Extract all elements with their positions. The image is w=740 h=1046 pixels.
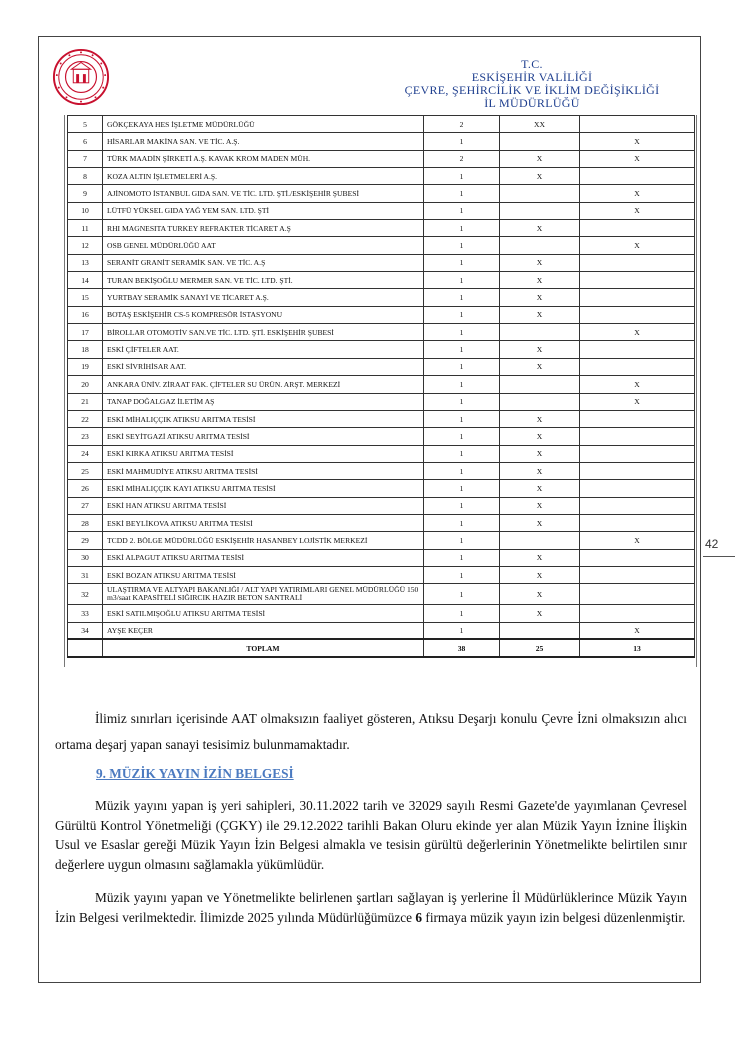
mark-column-1-cell: XX (500, 116, 580, 133)
row-number-cell: 29 (68, 532, 103, 549)
table-row (68, 428, 695, 445)
row-number-cell: 10 (68, 202, 103, 219)
row-number-cell: 32 (68, 584, 103, 605)
mark-column-1-cell: X (500, 584, 580, 605)
facility-name-cell: AYŞE KEÇER (103, 622, 424, 639)
table-row (68, 133, 695, 150)
mark-column-1-cell (500, 324, 580, 341)
count-cell: 1 (424, 584, 500, 605)
mark-column-2-cell: X (580, 150, 695, 167)
table-row (68, 306, 695, 323)
count-cell: 1 (424, 202, 500, 219)
mark-column-2-cell (580, 306, 695, 323)
table-row (68, 622, 695, 639)
mark-column-1-cell: X (500, 462, 580, 479)
header-line-1: T.C. (521, 57, 543, 71)
mark-column-1-cell (500, 202, 580, 219)
row-number-cell: 13 (68, 254, 103, 271)
count-cell: 1 (424, 497, 500, 514)
facility-name-cell: AJİNOMOTO İSTANBUL GIDA SAN. VE TİC. LTD. ŞTİ./ESKİŞEHİR ŞUBESİ (103, 185, 424, 202)
mark-column-2-cell (580, 410, 695, 427)
table-row (68, 514, 695, 531)
table-row (68, 549, 695, 566)
row-number-cell: 28 (68, 514, 103, 531)
mark-column-1-cell: X (500, 549, 580, 566)
row-number-cell: 16 (68, 306, 103, 323)
paragraph-no-discharge (55, 706, 687, 758)
facility-name-cell: ESKİ MİHALIÇÇIK ATIKSU ARITMA TESİSİ (103, 410, 424, 427)
mark-column-2-cell (580, 220, 695, 237)
count-cell: 1 (424, 185, 500, 202)
total-mark-2-cell: 13 (580, 639, 695, 656)
table-row (68, 168, 695, 185)
row-number-cell: 30 (68, 549, 103, 566)
table-row (68, 532, 695, 549)
facility-name-cell: OSB GENEL MÜDÜRLÜĞÜ AAT (103, 237, 424, 254)
page-number-divider (703, 556, 735, 557)
total-mark-1-cell: 25 (500, 639, 580, 656)
mark-column-2-cell (580, 341, 695, 358)
mark-column-2-cell (580, 272, 695, 289)
count-cell: 1 (424, 272, 500, 289)
mark-column-2-cell (580, 462, 695, 479)
count-cell: 1 (424, 622, 500, 639)
table-row (68, 445, 695, 462)
facility-name-cell: YURTBAY SERAMİK SANAYİ VE TİCARET A.Ş. (103, 289, 424, 306)
table-row (68, 462, 695, 479)
facility-name-cell: ESKİ MAHMUDİYE ATIKSU ARITMA TESİSİ (103, 462, 424, 479)
table-row (68, 220, 695, 237)
facility-name-cell: ESKİ SİVRİHİSAR AAT. (103, 358, 424, 375)
mark-column-2-cell (580, 480, 695, 497)
row-number-cell: 24 (68, 445, 103, 462)
mark-column-1-cell: X (500, 480, 580, 497)
mark-column-1-cell: X (500, 341, 580, 358)
mark-column-2-cell (580, 289, 695, 306)
mark-column-2-cell (580, 584, 695, 605)
row-number-cell: 18 (68, 341, 103, 358)
row-number-cell: 20 (68, 376, 103, 393)
mark-column-2-cell: X (580, 393, 695, 410)
count-cell: 1 (424, 254, 500, 271)
row-number-cell: 6 (68, 133, 103, 150)
count-cell: 1 (424, 514, 500, 531)
table-row (68, 185, 695, 202)
count-cell: 1 (424, 462, 500, 479)
facility-name-cell: ANKARA ÜNİV. ZİRAAT FAK. ÇİFTELER SU ÜRÜN. ARŞT. MERKEZİ (103, 376, 424, 393)
row-number-cell: 14 (68, 272, 103, 289)
mark-column-1-cell: X (500, 428, 580, 445)
facility-name-cell: TURAN BEKİŞOĞLU MERMER SAN. VE TİC. LTD. ŞTİ. (103, 272, 424, 289)
facility-name-cell: ESKİ MİHALIÇÇIK KAYI ATIKSU ARITMA TESİSİ (103, 480, 424, 497)
table-row (68, 376, 695, 393)
table-row (68, 584, 695, 605)
row-number-cell: 25 (68, 462, 103, 479)
facility-name-cell: ESKİ KIRKA ATIKSU ARITMA TESİSİ (103, 445, 424, 462)
count-cell: 1 (424, 220, 500, 237)
facility-name-cell: BİROLLAR OTOMOTİV SAN.VE TİC. LTD. ŞTİ. ESKİŞEHİR ŞUBESİ (103, 324, 424, 341)
row-number-cell: 7 (68, 150, 103, 167)
total-empty-cell (68, 639, 103, 656)
facility-name-cell: ESKİ SATILMIŞOĞLU ATIKSU ARITMA TESİSİ (103, 605, 424, 622)
table-total-row (68, 639, 695, 656)
mark-column-1-cell: X (500, 306, 580, 323)
mark-column-1-cell: X (500, 514, 580, 531)
facility-name-cell: BOTAŞ ESKİŞEHİR CS-5 KOMPRESÖR İSTASYONU (103, 306, 424, 323)
count-cell: 1 (424, 168, 500, 185)
row-number-cell: 33 (68, 605, 103, 622)
mark-column-2-cell: X (580, 202, 695, 219)
count-cell: 1 (424, 289, 500, 306)
mark-column-2-cell (580, 497, 695, 514)
count-cell: 1 (424, 549, 500, 566)
table-row (68, 254, 695, 271)
table-row (68, 497, 695, 514)
header-line-2: ESKİŞEHİR VALİLİĞİ (471, 70, 593, 84)
row-number-cell: 17 (68, 324, 103, 341)
mark-column-2-cell (580, 445, 695, 462)
mark-column-1-cell (500, 393, 580, 410)
count-cell: 1 (424, 306, 500, 323)
table-row (68, 237, 695, 254)
facility-name-cell: TANAP DOĞALGAZ İLETİM AŞ (103, 393, 424, 410)
mark-column-1-cell: X (500, 150, 580, 167)
row-number-cell: 26 (68, 480, 103, 497)
paragraph-3-text-after: firmaya müzik yayın izin belgesi düzenlenmiştir. (422, 909, 686, 925)
row-number-cell: 22 (68, 410, 103, 427)
facility-name-cell: ESKİ ALPAGUT ATIKSU ARITMA TESİSİ (103, 549, 424, 566)
table-row (68, 410, 695, 427)
table-row (68, 605, 695, 622)
facility-name-cell: ESKİ SEYİTGAZİ ATIKSU ARITMA TESİSİ (103, 428, 424, 445)
mark-column-2-cell (580, 116, 695, 133)
mark-column-2-cell (580, 428, 695, 445)
mark-column-1-cell: X (500, 289, 580, 306)
facility-name-cell: LÜTFÜ YÜKSEL GIDA YAĞ YEM SAN. LTD. ŞTİ (103, 202, 424, 219)
mark-column-1-cell: X (500, 566, 580, 583)
mark-column-1-cell: X (500, 254, 580, 271)
mark-column-2-cell (580, 358, 695, 375)
facility-name-cell: TCDD 2. BÖLGE MÜDÜRLÜĞÜ ESKİŞEHİR HASANBEY LOJİSTİK MERKEZİ (103, 532, 424, 549)
facility-name-cell: RHI MAGNESITA TURKEY REFRAKTER TİCARET A.Ş (103, 220, 424, 237)
mark-column-2-cell (580, 549, 695, 566)
count-cell: 1 (424, 428, 500, 445)
ministry-seal-icon (52, 48, 110, 106)
table-row (68, 289, 695, 306)
facility-name-cell: HİSARLAR MAKİNA SAN. VE TİC. A.Ş. (103, 133, 424, 150)
total-label-cell: TOPLAM (103, 639, 424, 656)
count-cell: 2 (424, 150, 500, 167)
count-cell: 1 (424, 532, 500, 549)
facility-name-cell: ULAŞTIRMA VE ALTYAPI BAKANLIĞI / ALT YAPI YATIRIMLARI GENEL MÜDÜRLÜĞÜ 150 m3/saat KAPASİTELİ SIĞIRCIK HAZIR BETON SANTRALİ (103, 584, 424, 605)
table-row (68, 341, 695, 358)
facility-name-cell: ESKİ HAN ATIKSU ARITMA TESİSİ (103, 497, 424, 514)
table-row (68, 202, 695, 219)
row-number-cell: 12 (68, 237, 103, 254)
mark-column-1-cell: X (500, 410, 580, 427)
section-heading: 9. MÜZİK YAYIN İZİN BELGESİ (96, 766, 294, 781)
mark-column-2-cell (580, 254, 695, 271)
paragraph-2-text: Müzik yayını yapan iş yeri sahipleri, 30.11.2022 tarih ve 32029 sayılı Resmi Gazete'de yayımlanan Çevresel Gürültü Kontrol Yönetmeliği (ÇGKY) ile 29.12.2022 tarihli Bakan Oluru ekinde yer alan Müzik Yayın İznine İlişkin Usul ve Esaslar gereği Müzik Yayın İzin Belgesi almakla ve tesisin gürültü değerlerinin Yönetmelikte belirtilen sınır değerlere uygun olmasını sağlamakla yükümlüdür. (55, 798, 687, 872)
row-number-cell: 11 (68, 220, 103, 237)
mark-column-1-cell: X (500, 445, 580, 462)
count-cell: 2 (424, 116, 500, 133)
mark-column-1-cell (500, 376, 580, 393)
facility-table-body (68, 116, 695, 657)
table-row (68, 566, 695, 583)
count-cell: 1 (424, 393, 500, 410)
mark-column-2-cell: X (580, 324, 695, 341)
header-line-4: İL MÜDÜRLÜĞÜ (484, 96, 580, 110)
mark-column-1-cell (500, 532, 580, 549)
count-cell: 1 (424, 324, 500, 341)
count-cell: 1 (424, 605, 500, 622)
mark-column-2-cell: X (580, 622, 695, 639)
paragraph-music-permit-issued (55, 888, 687, 927)
mark-column-2-cell: X (580, 376, 695, 393)
row-number-cell: 23 (68, 428, 103, 445)
facility-name-cell: KOZA ALTIN İŞLETMELERİ A.Ş. (103, 168, 424, 185)
mark-column-2-cell: X (580, 237, 695, 254)
row-number-cell: 31 (68, 566, 103, 583)
mark-column-1-cell: X (500, 168, 580, 185)
table-row (68, 358, 695, 375)
count-cell: 1 (424, 566, 500, 583)
mark-column-1-cell: X (500, 497, 580, 514)
facility-name-cell: SERANİT GRANİT SERAMİK SAN. VE TİC. A.Ş (103, 254, 424, 271)
row-number-cell: 5 (68, 116, 103, 133)
table-row (68, 272, 695, 289)
count-cell: 1 (424, 133, 500, 150)
mark-column-1-cell: X (500, 272, 580, 289)
count-cell: 1 (424, 341, 500, 358)
count-cell: 1 (424, 410, 500, 427)
count-cell: 1 (424, 480, 500, 497)
paragraph-music-permit-obligation (55, 796, 687, 874)
mark-column-2-cell: X (580, 532, 695, 549)
header-line-3: ÇEVRE, ŞEHİRCİLİK VE İKLİM DEĞİŞİKLİĞİ (404, 83, 660, 97)
page-number: 42 (705, 537, 719, 551)
row-number-cell: 8 (68, 168, 103, 185)
mark-column-2-cell (580, 168, 695, 185)
table-row (68, 393, 695, 410)
facility-table (67, 115, 695, 658)
row-number-cell: 34 (68, 622, 103, 639)
mark-column-1-cell (500, 237, 580, 254)
facility-name-cell: ESKİ ÇİFTELER AAT. (103, 341, 424, 358)
paragraph-3-text-before: Müzik yayını yapan ve Yönetmelikte belirlenen şartları sağlayan iş yerlerine İl Müdürlüklerince Müzik Yayın İzin Belgesi verilmektedir. İlimizde 2025 yılında Müdürlüğümüzce (55, 890, 687, 925)
document-header (382, 58, 682, 110)
total-count-cell: 38 (424, 639, 500, 656)
table-row (68, 116, 695, 133)
facility-name-cell: ESKİ BOZAN ATIKSU ARITMA TESİSİ (103, 566, 424, 583)
row-number-cell: 15 (68, 289, 103, 306)
mark-column-1-cell: X (500, 358, 580, 375)
facility-name-cell: TÜRK MAADİN ŞİRKETİ A.Ş. KAVAK KROM MADEN MÜH. (103, 150, 424, 167)
paragraph-1-text: İlimiz sınırları içerisinde AAT olmaksızın faaliyet gösteren, Atıksu Deşarjı konulu Çevre İzni olmaksızın alıcı ortama deşarj yapan sanayi tesisimiz bulunmamaktadır. (55, 711, 687, 752)
mark-column-2-cell (580, 605, 695, 622)
facility-name-cell: GÖKÇEKAYA HES İŞLETME MÜDÜRLÜĞÜ (103, 116, 424, 133)
mark-column-1-cell (500, 622, 580, 639)
table-row (68, 480, 695, 497)
table-row (68, 150, 695, 167)
mark-column-2-cell: X (580, 185, 695, 202)
mark-column-1-cell: X (500, 220, 580, 237)
mark-column-2-cell (580, 566, 695, 583)
count-cell: 1 (424, 376, 500, 393)
table-row (68, 324, 695, 341)
count-cell: 1 (424, 237, 500, 254)
row-number-cell: 9 (68, 185, 103, 202)
mark-column-1-cell (500, 133, 580, 150)
row-number-cell: 19 (68, 358, 103, 375)
facility-name-cell: ESKİ BEYLİKOVA ATIKSU ARITMA TESİSİ (103, 514, 424, 531)
mark-column-2-cell: X (580, 133, 695, 150)
row-number-cell: 21 (68, 393, 103, 410)
mark-column-2-cell (580, 514, 695, 531)
count-cell: 1 (424, 445, 500, 462)
paragraph-3-count: 6 (415, 909, 423, 925)
mark-column-1-cell: X (500, 605, 580, 622)
row-number-cell: 27 (68, 497, 103, 514)
count-cell: 1 (424, 358, 500, 375)
mark-column-1-cell (500, 185, 580, 202)
